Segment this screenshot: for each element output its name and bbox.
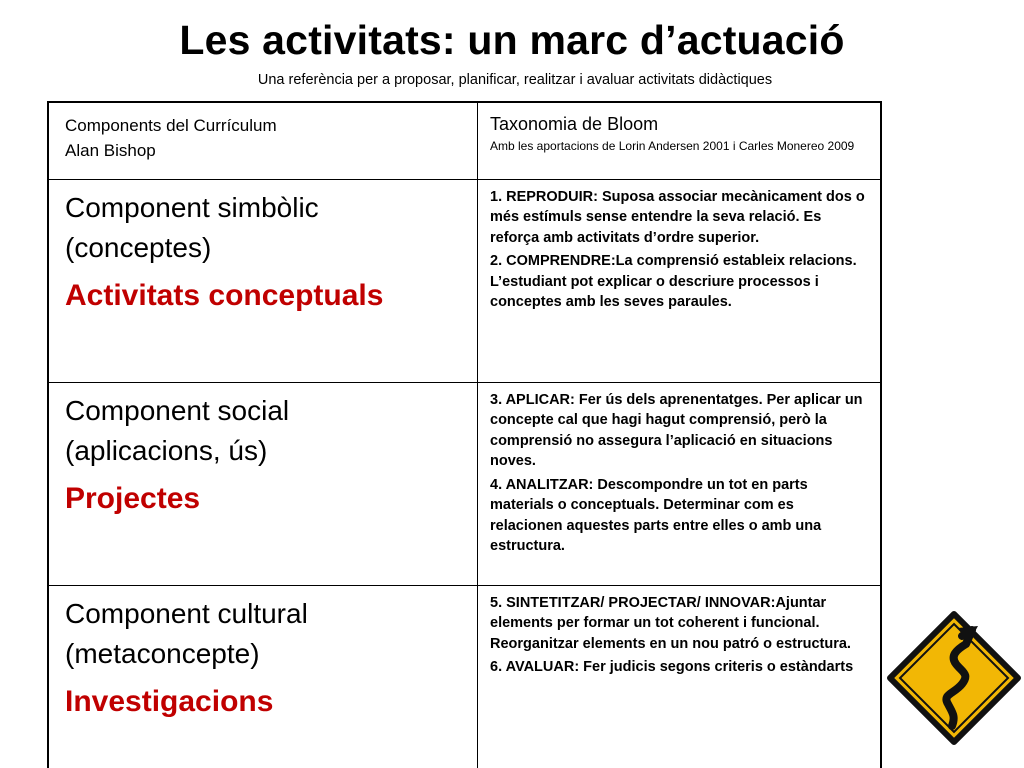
component-name: Component social — [65, 394, 290, 426]
component-detail: (conceptes) — [65, 231, 212, 263]
bloom-level-text: 6. AVALUAR: Fer judicis segons criteris o estàndarts — [490, 659, 854, 675]
table-row — [48, 382, 881, 585]
activity-type: Activitats conceptuals — [65, 278, 384, 312]
header-right-cell — [478, 102, 882, 179]
bloom-level-text: 1. REPRODUIR: Suposa associar mecànicament dos o més estímuls sense entendre la seva relació. Es reforça amb activitats d’ordre superior. — [490, 188, 865, 246]
table-row — [48, 585, 881, 768]
winding-road-sign-icon — [886, 610, 1022, 746]
page-subtitle: Una referència per a proposar, planificar, realitzar i avaluar activitats didàctiques — [257, 72, 773, 88]
component-detail: (aplicacions, ús) — [65, 434, 268, 466]
header-left-cell — [48, 102, 478, 179]
page-title: Les activitats: un marc d’actuació — [179, 17, 845, 63]
bloom-level-text: 4. ANALITZAR: Descompondre un tot en parts materials o conceptuals. Determinar com es relacionen aquestes parts entre elles o amb una estructura. — [490, 476, 822, 554]
framework-table — [47, 101, 882, 768]
table-row — [48, 179, 881, 382]
component-name: Component cultural — [65, 597, 308, 629]
header-taxonomy-label: Taxonomia de Bloom — [490, 114, 659, 134]
bloom-cell — [478, 585, 882, 768]
component-cell — [48, 382, 478, 585]
bloom-level-text: 5. SINTETITZAR/ PROJECTAR/ INNOVAR:Ajuntar elements per formar un tot coherent i funcional. Reorganitzar elements en un nou patró o estructura. — [490, 594, 851, 652]
header-author-label: Alan Bishop — [65, 141, 156, 160]
component-detail: (metaconcepte) — [65, 637, 260, 669]
component-name: Component simbòlic — [65, 191, 319, 223]
bloom-level-text: 2. COMPRENDRE:La comprensió estableix relacions. L’estudiant pot explicar o descriure processos i conceptes amb les seves paraules. — [490, 253, 857, 310]
component-cell — [48, 585, 478, 768]
component-cell — [48, 179, 478, 382]
bloom-cell — [478, 382, 882, 585]
activity-type: Projectes — [65, 481, 201, 515]
bloom-level-text: 3. APLICAR: Fer ús dels aprenentatges. Per aplicar un concepte cal que hagi hagut comprensió, però la comprensió no assegura l’aplicació en situacions noves. — [490, 391, 863, 469]
table-header-row — [48, 102, 881, 179]
header-taxonomy-note: Amb les aportacions de Lorin Andersen 2001 i Carles Monereo 2009 — [490, 139, 855, 153]
activity-type: Investigacions — [65, 684, 274, 718]
bloom-cell — [478, 179, 882, 382]
header-curriculum-label: Components del Currículum — [65, 116, 277, 135]
